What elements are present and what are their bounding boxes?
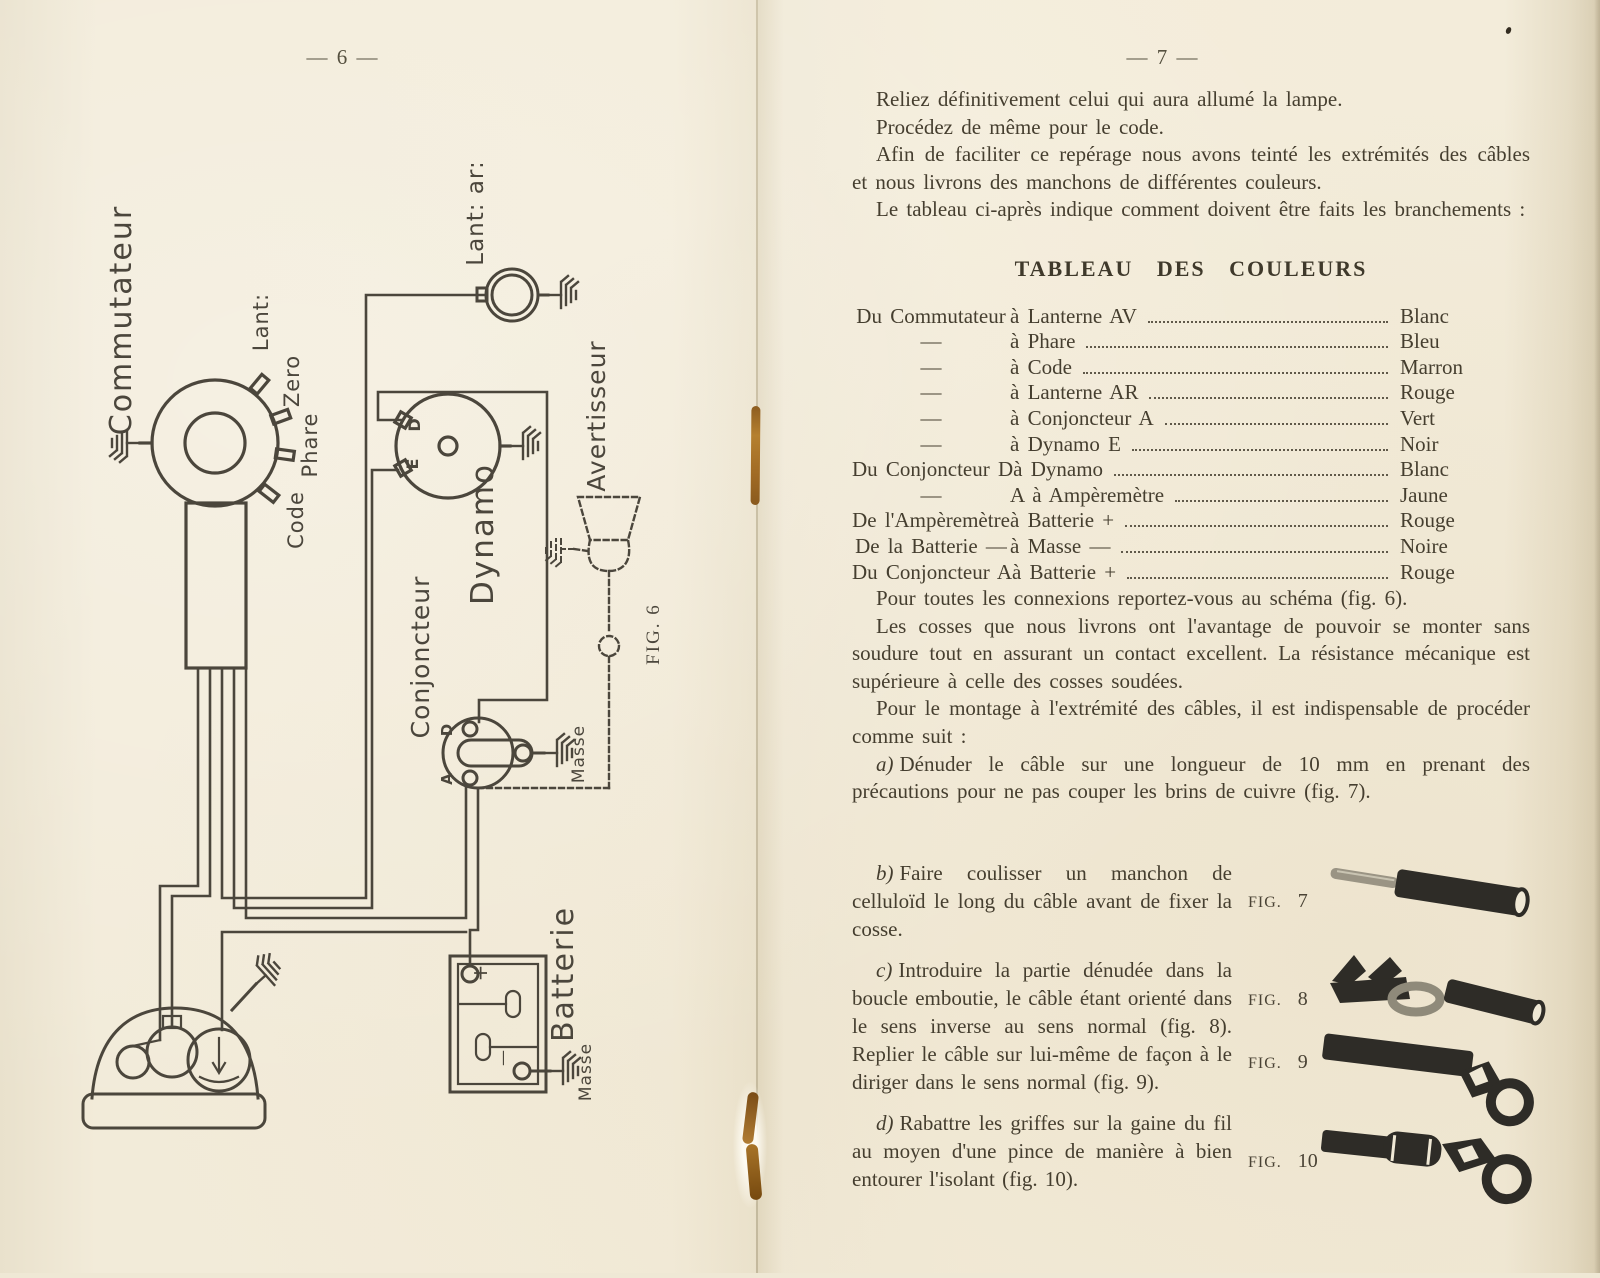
table-row: — à Code Marron [920, 354, 1463, 379]
wiring-diagram-fig6 [0, 0, 757, 1273]
table-row: — A à Ampèremètre Jaune [920, 482, 1448, 507]
label-battery-minus: — [493, 1050, 512, 1066]
label-dynamo-d: D [405, 418, 424, 432]
page-6 [0, 0, 757, 1273]
fig9-illustration [1317, 1033, 1534, 1123]
paragraph: Procédez de même pour le code. [876, 114, 1164, 139]
label-avertisseur: Avertisseur [582, 340, 611, 492]
ammeter [188, 1029, 250, 1091]
label-conj-a: A [438, 773, 456, 785]
label-conjoncteur: Conjoncteur [406, 575, 435, 739]
dot-leader [1175, 500, 1388, 502]
diagram-labels [104, 160, 664, 1101]
paragraph: Pour toutes les connexions reportez-vous au schéma (fig. 6). [876, 586, 1408, 611]
binding-stitch-top [751, 406, 761, 505]
label-code: Code [284, 491, 308, 549]
page-7 [790, 0, 1600, 1273]
color-table [852, 304, 1530, 586]
dot-leader [1165, 423, 1388, 425]
dot-leader [1132, 449, 1388, 451]
fig6-caption: FIG. 6 [643, 603, 664, 665]
paragraph: Pour le montage à l'extrémité des câbles, il est indispensable de procéder comme suit : [852, 696, 1530, 749]
label-battery-plus: + [468, 964, 492, 982]
table-row: — à Phare Bleu [920, 329, 1440, 354]
step-d: d) Rabattre les griffes sur la gaine du fil au moyen d'une pince de manière à bien entourer l'isolant (fig. 10). [852, 1111, 1232, 1191]
dot-leader [1149, 397, 1388, 399]
step-a: a) Dénuder le câble sur une longueur de 10 mm en prenant des précautions pour ne pas couper les brins de cuivre (fig. 7). [852, 751, 1530, 804]
table-row: — à Lanterne AR Rouge [920, 380, 1455, 405]
fig10-illustration [1318, 1122, 1531, 1201]
label-dynamo-e: E [403, 458, 422, 470]
lanterne-arriere [477, 269, 578, 321]
label-zero: Zero [280, 354, 304, 408]
dot-leader [1121, 551, 1388, 553]
table-row: — à Dynamo E Noir [920, 431, 1439, 456]
steps-column [852, 860, 1232, 1208]
label-conj-d: D [438, 723, 456, 737]
label-batterie: Batterie [546, 905, 581, 1043]
dot-leader [1127, 577, 1388, 579]
step-c: c) Introduire la partie dénudée dans la boucle emboutie, le câble étant orienté dans le sens inverse au sens normal (fig. 8). Replier le câble sur lui-même de façon à le diriger dans le sens normal (fig. 9). [852, 958, 1232, 1094]
paragraph: Reliez définitivement celui qui aura allumé la lampe. [876, 87, 1343, 111]
table-row: — à Conjoncteur A Vert [920, 405, 1435, 430]
fig10-label: FIG. 10 [1248, 1150, 1318, 1172]
table-row: De l'Ampèremètre à Batterie + Rouge [852, 508, 1455, 533]
paragraph: Le tableau ci-après indique comment doivent être faits les branchements : [876, 197, 1526, 222]
fig9-label: FIG. 9 [1248, 1051, 1308, 1073]
label-phare: Phare [298, 412, 322, 478]
dot-leader [1086, 346, 1388, 348]
paragraph: Afin de faciliter ce repérage nous avons teinté les extrémités des câbles et nous livrons des manchons de différentes couleurs. [852, 142, 1530, 194]
paragraph: Les cosses que nous livrons ont l'avantage de pouvoir se monter sans soudure tout en assurant un contact excellent. La résistance mécanique est supérieure à celle des cosses soudées. [852, 613, 1530, 693]
dot-leader [1114, 474, 1388, 476]
dot-leader [1083, 372, 1388, 374]
fig8-label: FIG. 8 [1248, 988, 1308, 1010]
label-masse-batterie: Masse [576, 1042, 596, 1102]
fig8-illustration [1330, 955, 1546, 1026]
fig7-illustration [1329, 858, 1530, 917]
cable-figures [1310, 853, 1600, 1213]
main-text [852, 86, 1530, 806]
headlamp-unit [83, 950, 287, 1128]
color-table-title: TABLEAU DES COULEURS [1014, 255, 1368, 281]
table-row: Du Conjoncteur D à Dynamo Blanc [852, 457, 1449, 482]
binding-stitch-bottom [733, 1082, 767, 1208]
label-lant: Lant: [249, 292, 273, 352]
dot-leader [1148, 321, 1388, 323]
fig7-label: FIG. 7 [1248, 890, 1308, 912]
page-number-7: — 7 — [1126, 45, 1200, 69]
small-bulb [117, 1046, 149, 1078]
page-number-6: — 6 — [306, 45, 380, 69]
label-commutateur: Commutateur [104, 204, 139, 436]
table-row: Du Commutateur à Lanterne AV Blanc [856, 303, 1449, 328]
label-dynamo: Dynamo [465, 462, 501, 606]
step-b: b) Faire coulisser un manchon de celluloïd le long du câble avant de fixer la cosse. [852, 861, 1232, 941]
dot-leader [1125, 525, 1388, 527]
table-row: Du Conjoncteur A à Batterie + Rouge [852, 559, 1455, 584]
table-row: De la Batterie — à Masse — Noire [855, 533, 1448, 558]
conjoncteur-relay [443, 718, 574, 788]
label-lant-ar: Lant: ar: [463, 160, 489, 266]
label-masse-conjoncteur: Masse [569, 724, 589, 784]
